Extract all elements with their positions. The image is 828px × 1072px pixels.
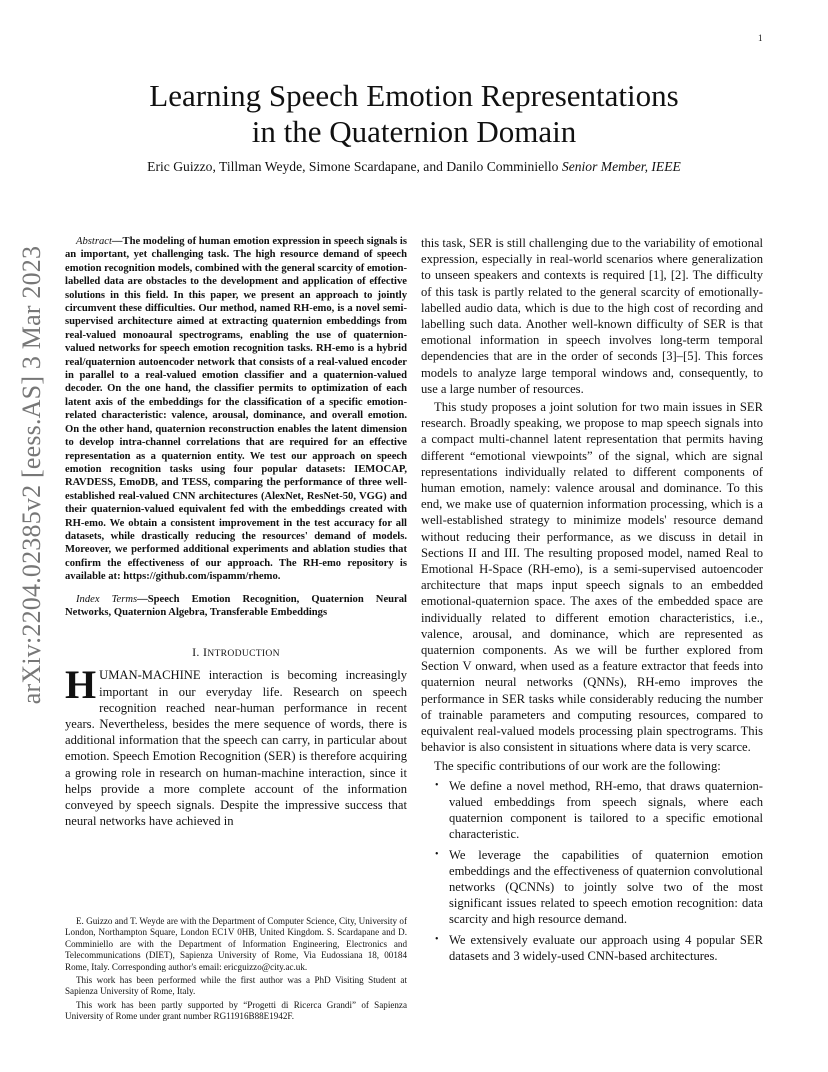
title-line-2: in the Quaternion Domain — [251, 114, 577, 149]
contribution-item — [421, 778, 763, 843]
abstract — [65, 235, 407, 584]
arxiv-identifier-text: arXiv:2204.02385v2 [eess.AS] 3 Mar 2023 — [17, 245, 46, 705]
intro-paragraph — [65, 662, 407, 829]
bullet-icon: • — [435, 848, 439, 860]
footnote-visiting: This work has been performed while the first author was a PhD Visiting Student at Sapienza University of Rome, Italy. — [65, 975, 407, 997]
right-column — [421, 235, 763, 968]
contribution-text: We leverage the capabilities of quaternion emotion embeddings and the effectiveness of quaternion convolutional networks (QCNNs) to jointly solve two of the most significant issues related to speech emotion recognition: data scarcity and high resource demand. — [449, 847, 763, 927]
paper-title — [90, 78, 738, 150]
paragraph-3: The specific contributions of our work are the following: — [434, 758, 721, 773]
footnote-funding: This work has been partly supported by “Progetti di Ricerca Grandi” of Sapienza University of Rome under grant number RG11916B88E1942F. — [65, 999, 407, 1022]
section-rest: NTRODUCTION — [207, 648, 280, 660]
abstract-lead: Abstract — [76, 236, 112, 247]
index-terms-text: —Speech Emotion Recognition, Quaternion Neural Networks, Quaternion Algebra, Transferable Embeddings — [65, 593, 407, 618]
footnote-affiliations: E. Guizzo and T. Weyde are with the Department of Computer Science, City, University of London, Northampton Square, London EC1V 0HB, United Kingdom. S. Scardapane and D. Comminiello are with the Department of Information Engineering, Electronics and Telecommunications (DIET), Sapienza University of Rome, Via Eudossiana 18, 00184 Rome, Italy. Corresponding author's email: ericguizzo@city.ac.uk. — [65, 916, 407, 972]
bullet-icon: • — [435, 779, 439, 791]
index-terms — [65, 593, 407, 620]
author-suffix: Senior Member, IEEE — [561, 159, 681, 174]
bullet-icon: • — [435, 933, 439, 945]
footnotes — [65, 916, 407, 1025]
paragraph-2: This study proposes a joint solution for two main issues in SER research. Broadly speaking, we propose to map speech signals into a compact multi-channel latent representation that permits having different “emotional viewpoints” of the signal, which are signal representations individually related to different components of human emotion, namely: valence arousal and dominance. To this end, we make use of quaternion information processing, which is a well-established strategy to minimize models' resource demand without reducing their performance, as we discuss in detail in Sections II and III. The resulting proposed model, named Real to Emotional H-Space (RH-emo), is a semi-supervised autoencoder architecture that maps input speech signals to an embedded emotional-quaternion space. The axes of the embedded space are individually related to different emotion characteristics, i.e., valence, arousal, and dominance, which are represented as quaternion components. As we will be further explored from Section V onward, when used as a feature extractor that feeds into quaternion neural networks (QNNs), RH-emo improves the performance in SER tasks while considerably reducing the number of trainable parameters and computing resources, compared to equivalent real-valued models processing plain spectrograms. This behavior is also consistent in situations where data is very scarce. — [421, 400, 763, 755]
author-names: Eric Guizzo, Tillman Weyde, Simone Scardapane, and Danilo Comminiello — [147, 159, 559, 174]
contribution-text: We extensively evaluate our approach using 4 popular SER datasets and 3 widely-used CNN-based architectures. — [449, 932, 763, 963]
section-heading-introduction — [65, 645, 407, 660]
index-terms-lead: Index Terms — [76, 593, 138, 605]
author-list — [90, 159, 738, 175]
intro-text: UMAN-MACHINE interaction is becoming increasingly important in our everyday life. Research on speech recognition reached near-human performance in recent years. Nevertheless, besides the mere sequence of words, there is additional information that the speech can carry, in particular about emotion. Speech Emotion Recognition (SER) is therefore acquiring a growing role in research on human-machine interaction, since it helps provide a more complete account of the information conveyed by speech signals. Despite the impressive success that neural networks have achieved in — [65, 668, 407, 829]
abstract-text: —The modeling of human emotion expression in speech signals is an important, yet challenging task. The high resource demand of speech emotion recognition models, combined with the general scarcity of emotion-labelled data are obstacles to the development and application of effective solutions in this field. In this paper, we present an approach to jointly circumvent these difficulties. Our method, named RH-emo, is a novel semi-supervised architecture aimed at extracting quaternion embeddings from real-valued monoaural spectrograms, enabling the use of quaternion-valued networks for speech emotion recognition tasks. RH-emo is a hybrid real/quaternion autoencoder network that consists of a real-valued encoder in parallel to a real-valued emotion classifier and a quaternion-valued decoder. On the one hand, the classifier permits to optimization of each latent axis of the embeddings for the classification of a specific emotion-related characteristic: valence, arousal, dominance, and overall emotion. On the other hand, quaternion reconstruction enables the latent dimension to develop intra-channel correlations that are required for an effective representation as a quaternion entity. We test our approach on speech emotion recognition tasks using four popular datasets: IEMOCAP, RAVDESS, EmoDB, and TESS, comparing the performance of three well-established real-valued CNN architectures (AlexNet, ResNet-50, VGG) and their quaternion-valued equivalent fed with the embeddings created with RH-emo. We obtain a consistent improvement in the test accuracy for all datasets, while drastically reducing the resources' demand of models. Moreover, we performed additional experiments and ablation studies that confirm the effectiveness of our approach. The RH-emo repository is available at: https://github.com/ispamm/rhemo. — [65, 236, 407, 583]
contributions-list — [421, 778, 763, 964]
title-line-1: Learning Speech Emotion Representations — [149, 78, 679, 113]
contribution-item — [421, 847, 763, 928]
contribution-item — [421, 932, 763, 964]
page-number: 1 — [758, 33, 763, 43]
section-initial: I — [203, 645, 208, 660]
section-number: I. — [192, 645, 203, 660]
left-column — [65, 235, 407, 829]
paragraph-1: this task, SER is still challenging due to the variability of emotional expression, especially in real-world scenarios where generalization to unseen speakers and contexts is required [1], [2]. The difficulty of this task is partly related to the general scarcity of emotionally-labelled audio data, which is due to the high cost of recording and labelling such data. Another well-known difficulty of SER is that emotional information in speech involves long-term temporal dependencies that are in the order of seconds [3]–[5]. This forces models to analyze large temporal windows and, consequently, to use a large number of resources. — [421, 236, 763, 396]
contribution-text: We define a novel method, RH-emo, that draws quaternion-valued embeddings from speech signals, where each quaternion component is tailored to a specific emotional characteristic. — [449, 778, 763, 842]
drop-cap: H — [65, 662, 97, 708]
arxiv-identifier — [17, 245, 47, 705]
